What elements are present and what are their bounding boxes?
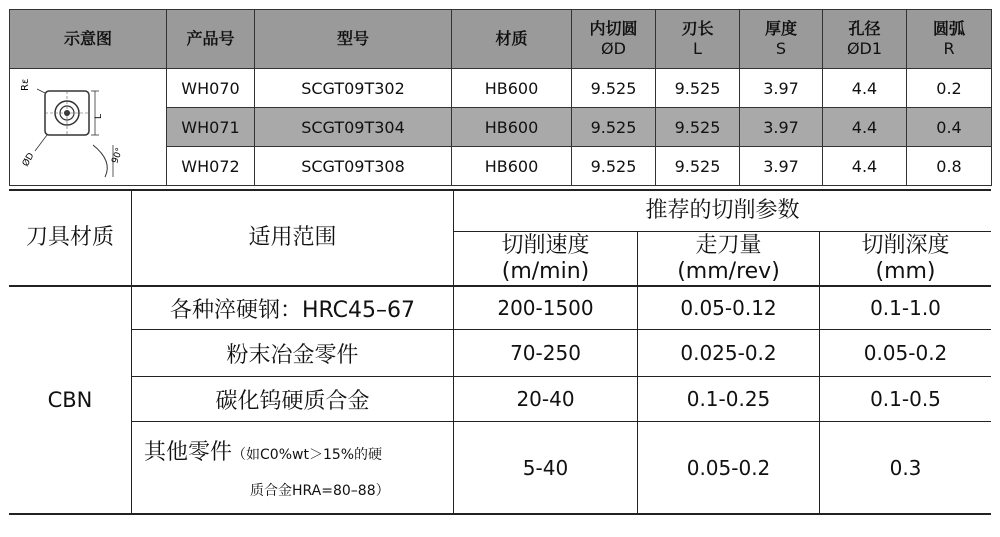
header-diagram: 示意图 [10, 10, 167, 69]
speed-cell: 200-1500 [497, 296, 594, 320]
cutting-depth-label: 切削深度 [861, 232, 950, 258]
feed-cell: 0.05-0.2 [686, 455, 771, 480]
cell-d: 9.525 [572, 147, 656, 186]
product-table-header-row [10, 10, 992, 69]
cell-model: SCGT09T308 [255, 147, 452, 186]
tool-material-cbn: CBN [47, 388, 93, 412]
feed-cell: 0.05-0.12 [680, 296, 777, 320]
header-model: 型号 [255, 10, 452, 69]
speed-cell: 20-40 [516, 387, 575, 411]
application-other-note-1: （如C0%wt＞15%的硬 [232, 447, 383, 463]
cell-d1: 4.4 [823, 147, 907, 186]
speed-cell: 5-40 [522, 455, 569, 480]
diagram-label-re: Rε [20, 78, 31, 91]
cell-material: HB600 [452, 69, 572, 108]
diagram-label-angle: 90° [110, 146, 126, 166]
cell-d1: 4.4 [823, 108, 907, 147]
cell-material: HB600 [452, 147, 572, 186]
cell-r: 0.2 [907, 69, 992, 108]
header-recommended-parameters: 推荐的切削参数 [645, 198, 800, 223]
header-edge-length: 刃长 L [656, 10, 740, 69]
application-other-note-2: 质合金HRA=80–88） [250, 483, 390, 499]
cell-s: 3.97 [740, 147, 823, 186]
cutting-speed-label: 切削速度 [501, 232, 590, 258]
insert-diagram [10, 69, 167, 186]
header-feed [638, 232, 819, 285]
feed-cell: 0.025-0.2 [680, 341, 777, 365]
cell-s: 3.97 [740, 108, 823, 147]
header-product-no: 产品号 [167, 10, 255, 69]
application-other-main: 其他零件 [144, 440, 233, 465]
diagram-label-l: L [94, 113, 104, 119]
header-inscribed-circle: 内切圆 ØD [572, 10, 656, 69]
depth-cell: 0.05-0.2 [863, 341, 948, 365]
application-cell: 碳化钨硬质合金 [215, 388, 370, 414]
depth-cell: 0.1-0.5 [870, 387, 941, 411]
cutting-parameter-table [9, 189, 991, 515]
cutting-depth-unit: (mm) [875, 258, 936, 284]
header-cutting-speed [454, 232, 637, 285]
cell-r: 0.8 [907, 147, 992, 186]
cell-d1: 4.4 [823, 69, 907, 108]
table-row [10, 69, 992, 108]
cell-d: 9.525 [572, 108, 656, 147]
cell-model: SCGT09T302 [255, 69, 452, 108]
insert-drawing-icon [13, 69, 163, 181]
feed-label: 走刀量 [695, 232, 762, 258]
cell-product-no: WH071 [167, 108, 255, 147]
header-material: 材质 [452, 10, 572, 69]
product-table [9, 9, 991, 186]
header-tool-material: 刀具材质 [25, 225, 114, 250]
cutting-speed-unit: (m/min) [501, 258, 590, 284]
cell-material: HB600 [452, 108, 572, 147]
depth-cell: 0.3 [889, 455, 922, 480]
cell-product-no: WH072 [167, 147, 255, 186]
diagram-label-d: ØD [20, 151, 37, 169]
cell-l: 9.525 [656, 69, 740, 108]
feed-cell: 0.1-0.25 [686, 387, 771, 411]
feed-unit: (mm/rev) [677, 258, 780, 284]
application-cell-other [132, 422, 453, 513]
depth-cell: 0.1-1.0 [870, 296, 941, 320]
header-cutting-depth [820, 232, 991, 285]
cell-s: 3.97 [740, 69, 823, 108]
header-application: 适用范围 [248, 225, 337, 250]
header-thickness: 厚度 S [740, 10, 823, 69]
header-corner-radius: 圆弧 R [907, 10, 992, 69]
cell-l: 9.525 [656, 108, 740, 147]
application-cell: 粉末冶金零件 [226, 342, 359, 368]
cell-l: 9.525 [656, 147, 740, 186]
application-cell: 各种淬硬钢：HRC45–67 [169, 297, 416, 323]
speed-cell: 70-250 [510, 341, 581, 365]
cell-model: SCGT09T304 [255, 108, 452, 147]
cell-d: 9.525 [572, 69, 656, 108]
cell-r: 0.4 [907, 108, 992, 147]
cell-product-no: WH070 [167, 69, 255, 108]
header-hole-diameter: 孔径 ØD1 [823, 10, 907, 69]
